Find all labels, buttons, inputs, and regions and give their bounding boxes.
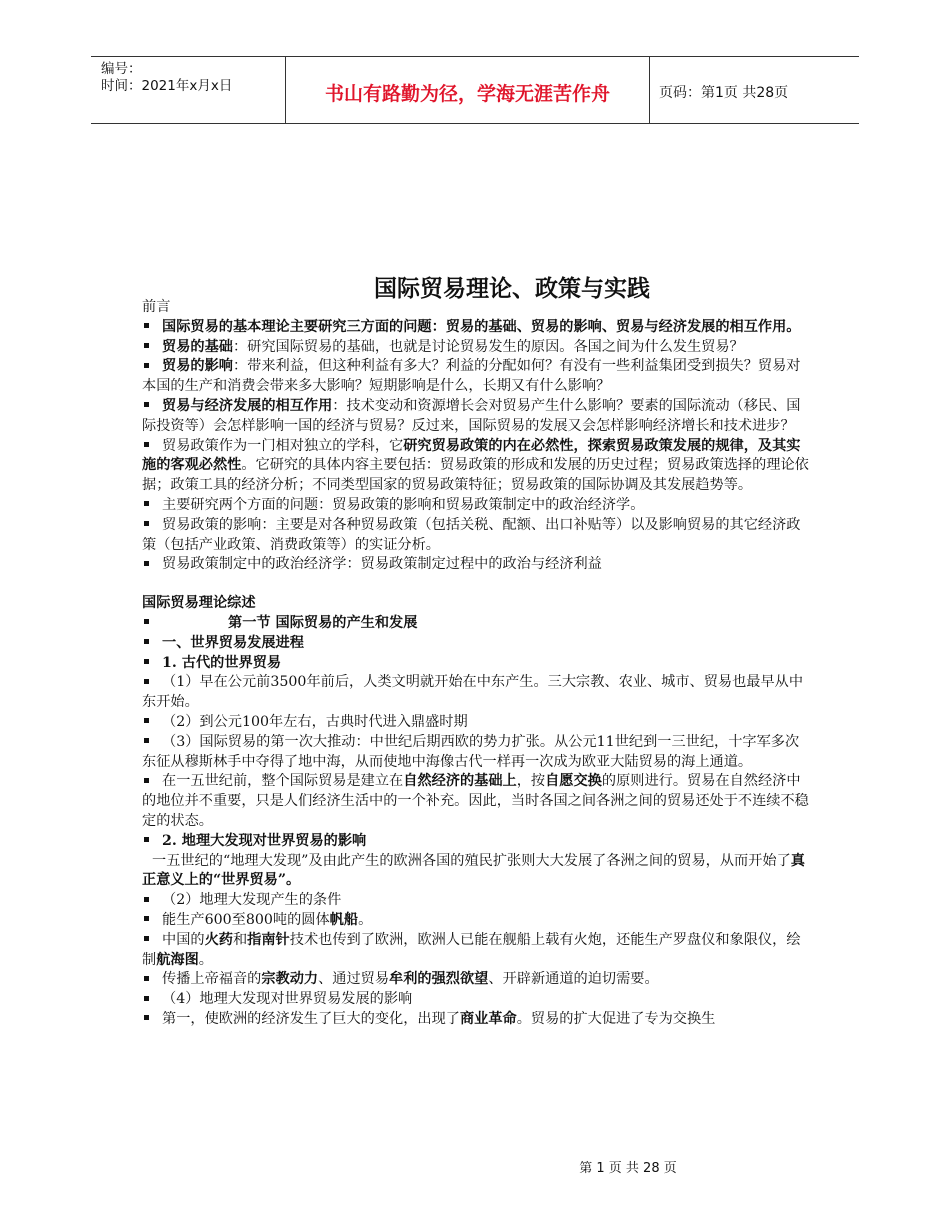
bullet-icon [144, 363, 149, 368]
bullet-icon [144, 778, 149, 783]
paragraph: （2）到公元100年左右，古典时代进入鼎盛时期 [142, 713, 810, 733]
number-label: 编号： [101, 61, 142, 77]
document-title: 国际贸易理论、政策与实践 [374, 276, 650, 302]
paragraph: 贸易与经济发展的相互作用：技术变动和资源增长会对贸易产生什么影响？要素的国际流动（移民、国际投资等）会怎样影响一国的经济与贸易？反过来，国际贸易的发展又会怎样影响经济增长和技术进步？ [142, 397, 801, 434]
subsection-heading: 2. 地理大发现对世界贸易的影响 [142, 832, 810, 852]
bullet-icon [144, 501, 149, 506]
bullet-icon [144, 718, 149, 723]
page-header [91, 56, 859, 124]
bullet-icon [144, 916, 149, 921]
paragraph: 一五世纪的“地理大发现”及由此产生的欧洲各国的殖民扩张则大大发展了各洲之间的贸易，从而开始了真正意义上的“世界贸易”。 [142, 852, 805, 889]
bullet-icon [144, 323, 149, 328]
paragraph: 中国的火药和指南针技术也传到了欧洲，欧洲人已能在舰船上载有火炮，还能生产罗盘仪和象限仪，绘制航海图。 [142, 931, 801, 968]
bullet-icon [144, 639, 149, 644]
header-page-info: 页码：第1页 共28页 [659, 85, 789, 101]
paragraph: 贸易政策的影响：主要是对各种贸易政策（包括关税、配额、出口补贴等）以及影响贸易的其它经济政策（包括产业政策、消费政策等）的实证分析。 [142, 516, 801, 553]
subsection-heading: 1. 古代的世界贸易 [142, 654, 810, 674]
paragraph: 传播上帝福音的宗教动力、通过贸易牟利的强烈欲望、开辟新通道的迫切需要。 [142, 970, 810, 990]
paragraph: 贸易的影响：带来利益，但这种利益有多大？利益的分配如何？有没有一些利益集团受到损失？贸易对本国的生产和消费会带来多大影响？短期影响是什么，长期又有什么影响？ [142, 358, 801, 395]
paragraph: 贸易政策制定中的政治经济学：贸易政策制定过程中的政治与经济利益 [142, 555, 810, 575]
bullet-icon [144, 679, 149, 684]
bullet-icon [144, 738, 149, 743]
paragraph: （2）地理大发现产生的条件 [142, 891, 810, 911]
bullet-icon [144, 659, 149, 664]
chapter-heading: 第一节 国际贸易的产生和发展 [142, 614, 810, 634]
section-heading: 国际贸易理论综述 [142, 595, 256, 612]
bullet-icon [144, 521, 149, 526]
paragraph: （3）国际贸易的第一次大推动：中世纪后期西欧的势力扩张。从公元11世纪到一三世纪，十字军多次东征从穆斯林手中夺得了地中海，从而使地中海像古代一样再一次成为欧亚大陆贸易的海上通道。 [142, 733, 800, 770]
paragraph: （1）早在公元前3500年前后，人类文明就开始在中东产生。三大宗教、农业、城市、贸易也最早从中东开始。 [142, 674, 804, 711]
preface-heading: 前言 [142, 299, 171, 315]
header-divider [649, 57, 650, 123]
bullet-icon [144, 976, 149, 981]
paragraph: 贸易政策作为一门相对独立的学科，它研究贸易政策的内在必然性，探索贸易政策发展的规律，及其实施的客观必然性。它研究的具体内容主要包括：贸易政策的形成和发展的历史过程；贸易政策选择的理论依据；政策工具的经济分析；不同类型国家的贸易政策特征；贸易政策的国际协调及其发展趋势等。 [142, 437, 809, 494]
bullet-icon [144, 442, 149, 447]
paragraph: 贸易的基础：研究国际贸易的基础，也就是讨论贸易发生的原因。各国之间为什么发生贸易？ [142, 338, 810, 358]
paragraph: 主要研究两个方面的问题：贸易政策的影响和贸易政策制定中的政治经济学。 [142, 496, 810, 516]
document-body [142, 298, 810, 1030]
bullet-icon [144, 343, 149, 348]
bullet-icon [144, 837, 149, 842]
spacer [142, 575, 810, 594]
bullet-icon [144, 1015, 149, 1020]
subsection-heading: 一、世界贸易发展进程 [142, 634, 810, 654]
paragraph: 能生产600至800吨的圆体帆船。 [142, 911, 810, 931]
bullet-icon [144, 561, 149, 566]
time-label: 时间：2021年x月x日 [101, 78, 233, 94]
paragraph: 第一，使欧洲的经济发生了巨大的变化，出现了商业革命。贸易的扩大促进了专为交换生 [142, 1010, 810, 1030]
header-meta [101, 61, 232, 95]
bullet-icon [144, 402, 149, 407]
paragraph: （4）地理大发现对世界贸易发展的影响 [142, 990, 810, 1010]
page-footer: 第 1 页 共 28 页 [579, 1161, 677, 1176]
paragraph: 国际贸易的基本理论主要研究三方面的问题：贸易的基础、贸易的影响、贸易与经济发展的相互作用。 [142, 318, 810, 338]
paragraph: 在一五世纪前，整个国际贸易是建立在自然经济的基础上，按自愿交换的原则进行。贸易在自然经济中的地位并不重要，只是人们经济生活中的一个补充。因此，当时各国之间各洲之间的贸易还处于不连续不稳定的状态。 [142, 773, 809, 829]
header-motto: 书山有路勤为径，学海无涯苦作舟 [324, 83, 610, 105]
bullet-icon [144, 619, 149, 624]
bullet-icon [144, 897, 149, 902]
bullet-icon [144, 936, 149, 941]
bullet-icon [144, 996, 149, 1001]
